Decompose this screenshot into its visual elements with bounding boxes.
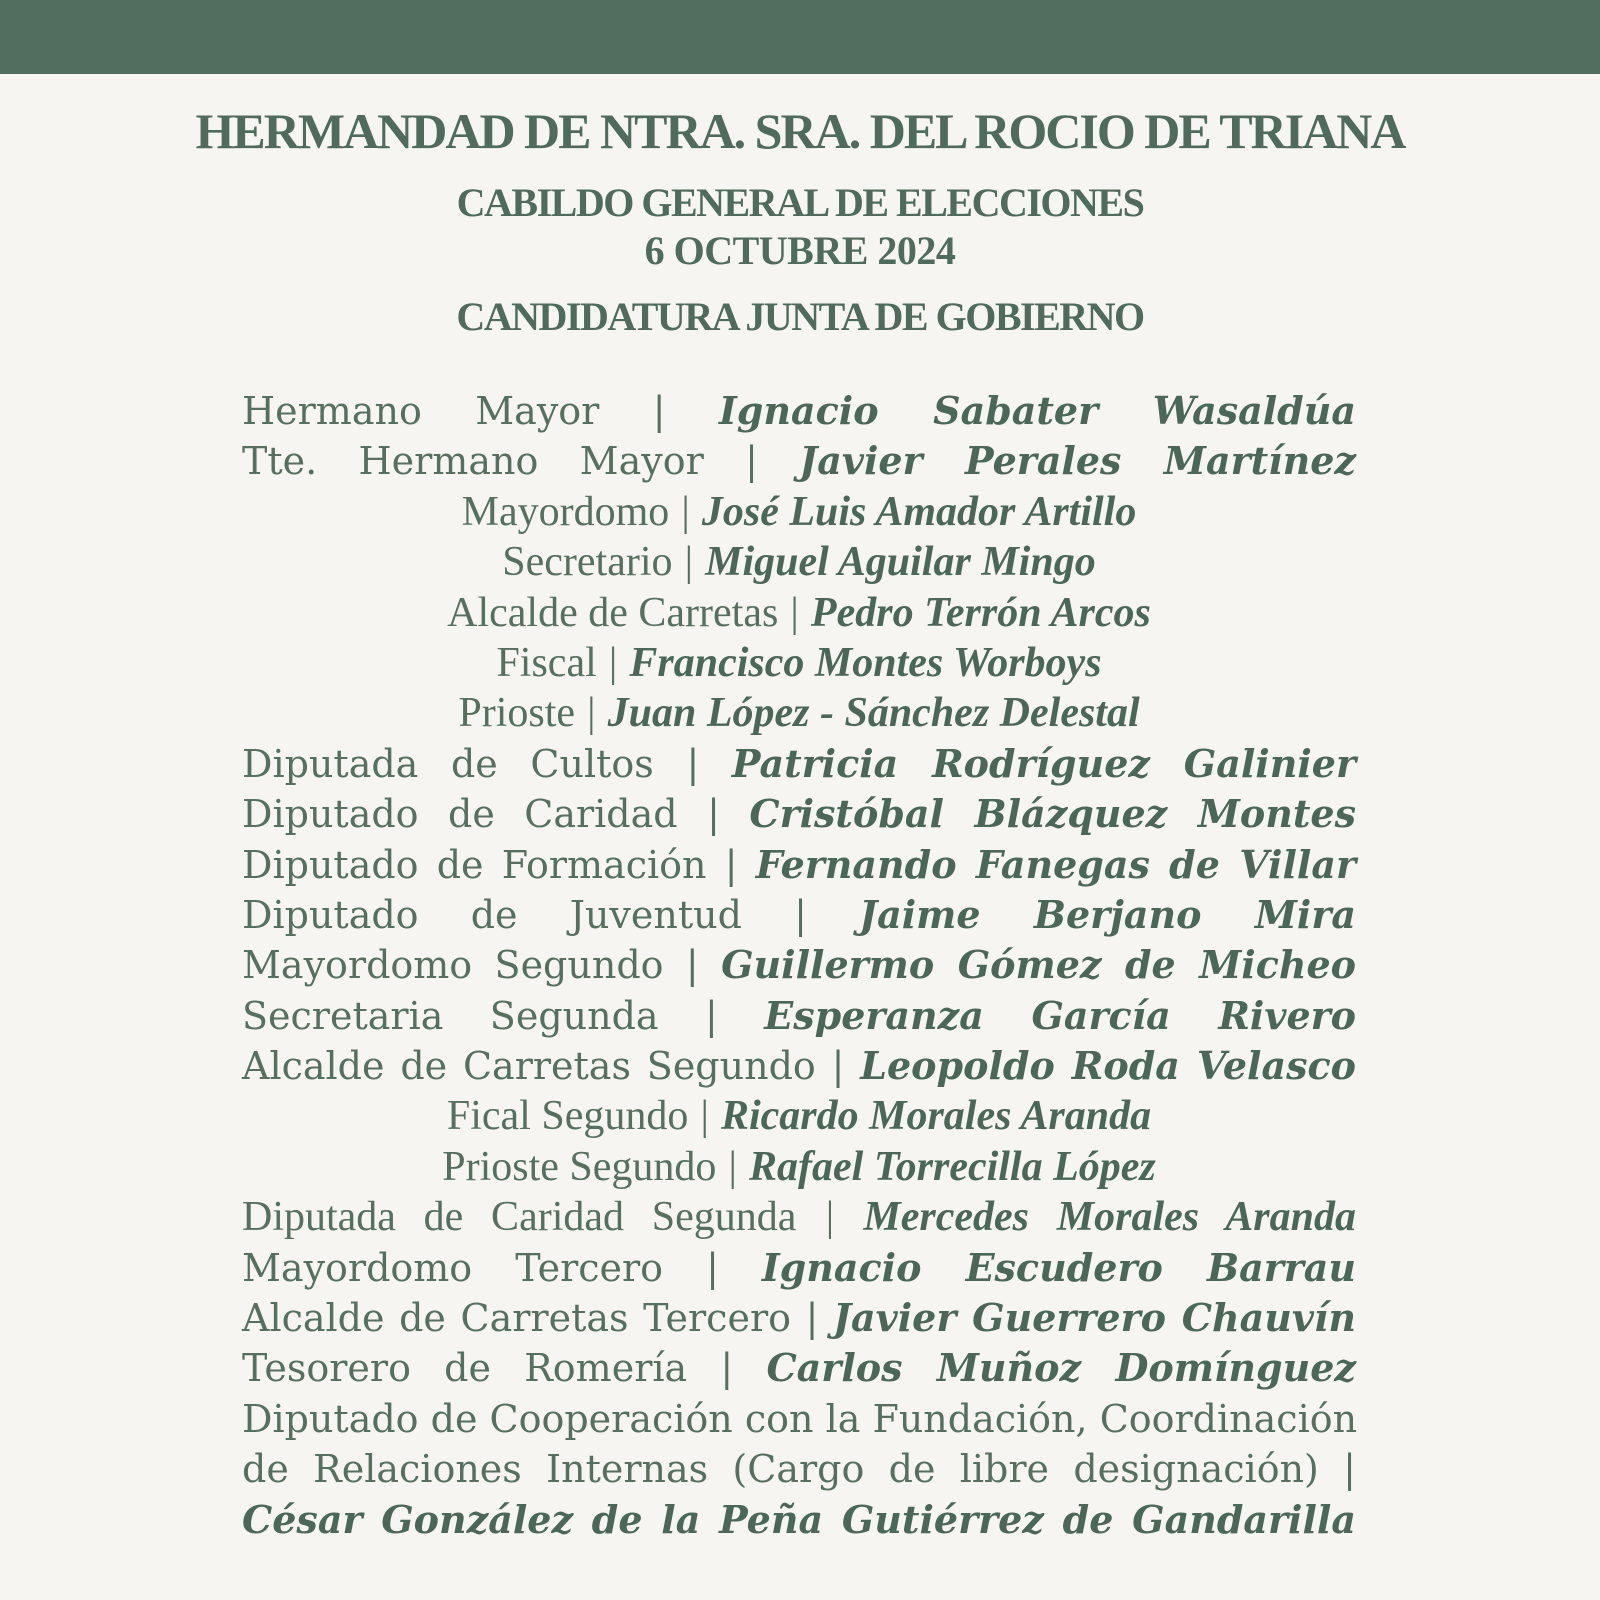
roster-row — [242, 537, 1356, 587]
role-name-separator: | — [681, 488, 690, 535]
role-name-separator: | — [720, 1346, 734, 1391]
candidate-name: Mercedes Morales Aranda — [863, 1194, 1356, 1241]
roster-row-last-role-line-1 — [242, 1394, 1356, 1444]
role-name-separator: | — [790, 589, 799, 636]
candidate-name: Ignacio Sabater Wasaldúa — [719, 388, 1356, 433]
candidate-roster — [242, 386, 1356, 1545]
candidate-name: José Luis Amador Artillo — [701, 488, 1137, 535]
roster-row — [242, 588, 1356, 638]
role-label: Hermano Mayor — [242, 389, 600, 433]
candidate-name: Carlos Muñoz Domínguez — [766, 1345, 1356, 1391]
roster-row — [242, 739, 1356, 789]
candidate-name: Pedro Terrón Arcos — [810, 589, 1151, 636]
roster-row — [242, 436, 1356, 486]
role-name-separator: | — [700, 1093, 709, 1140]
organization-title: HERMANDAD DE NTRA. SRA. DEL ROCIO DE TRIANA — [195, 103, 1405, 159]
roster-row — [242, 1142, 1356, 1192]
role-name-separator: | — [745, 439, 758, 484]
role-name-separator: | — [728, 1143, 737, 1190]
candidate-name: César González de la Peña Gutiérrez de Gandarilla — [242, 1496, 1356, 1542]
candidate-name: Patricia Rodríguez Galinier — [731, 740, 1356, 786]
candidate-name: Ricardo Morales Aranda — [720, 1093, 1152, 1140]
candidate-name: Juan López - Sánchez Delestal — [607, 690, 1140, 737]
role-label: Diputado de Juventud — [242, 892, 742, 937]
candidate-name: Rafael Torrecilla López — [749, 1143, 1156, 1190]
roster-row-last-role-line-2 — [242, 1444, 1356, 1494]
roster-row — [242, 688, 1356, 738]
election-date: 6 OCTUBRE 2024 — [644, 228, 956, 273]
candidate-name: Esperanza García Rivero — [764, 992, 1356, 1038]
role-label: Fiscal — [496, 639, 597, 686]
role-label: Secretario — [502, 539, 673, 586]
roster-row — [242, 789, 1356, 839]
role-label: Fical Segundo — [446, 1093, 689, 1140]
role-name-separator: | — [652, 389, 666, 433]
role-label: Diputada de Cultos — [242, 741, 654, 786]
roster-row — [242, 638, 1356, 688]
candidate-name: Leopoldo Roda Velasco — [860, 1043, 1356, 1089]
role-name-separator: | — [705, 993, 718, 1038]
role-label: Mayordomo Segundo — [242, 943, 664, 988]
roster-row — [242, 1192, 1356, 1242]
top-banner-bar — [0, 0, 1600, 74]
candidate-name: Javier Guerrero Chauvín — [833, 1295, 1356, 1341]
candidate-name: Cristóbal Blázquez Montes — [749, 791, 1357, 837]
roster-row — [242, 386, 1356, 436]
candidate-name: Ignacio Escudero Barrau — [761, 1244, 1356, 1290]
roster-row — [242, 1091, 1356, 1141]
role-label: Mayordomo — [461, 488, 670, 535]
role-label: Secretaria Segunda — [242, 993, 659, 1038]
role-label: Alcalde de Carretas Segundo — [242, 1044, 816, 1089]
roster-row — [242, 1041, 1356, 1091]
role-label: Mayordomo Tercero — [242, 1245, 664, 1290]
role-label: Alcalde de Carretas — [447, 589, 779, 636]
role-label: Diputado de Cooperación con la Fundación, Coordinación — [242, 1396, 1358, 1441]
election-subtitle: CABILDO GENERAL DE ELECCIONES — [456, 180, 1144, 225]
role-label: Tte. Hermano Mayor — [242, 439, 704, 484]
candidate-name: Guillermo Gómez de Micheo — [721, 942, 1357, 988]
role-label: Diputado de Formación — [242, 842, 707, 887]
role-name-separator: | — [608, 639, 618, 686]
roster-row — [242, 940, 1356, 990]
role-label: Prioste — [458, 690, 576, 737]
candidate-name: Miguel Aguilar Mingo — [705, 539, 1096, 586]
role-name-separator: | — [805, 1296, 819, 1341]
role-name-separator: | — [686, 741, 700, 786]
candidate-name: Jaime Berjano Mira — [859, 891, 1356, 937]
role-name-separator: | — [685, 943, 699, 988]
role-label: Alcalde de Carretas Tercero — [242, 1296, 791, 1341]
roster-row — [242, 1343, 1356, 1393]
role-name-separator: | — [825, 1194, 835, 1241]
roster-row — [242, 487, 1356, 537]
candidate-name: Javier Perales Martínez — [799, 438, 1357, 484]
roster-row-last-name — [242, 1495, 1356, 1545]
roster-row — [242, 1243, 1356, 1293]
roster-row — [242, 991, 1356, 1041]
roster-row — [242, 840, 1356, 890]
role-label: de Relaciones Internas (Cargo de libre designación) — [242, 1447, 1319, 1492]
role-label: Diputada de Caridad Segunda — [242, 1194, 797, 1241]
role-name-separator: | — [794, 892, 807, 937]
role-name-separator: | — [831, 1044, 845, 1089]
candidate-name: Francisco Montes Worboys — [629, 639, 1102, 686]
role-name-separator: | — [724, 842, 738, 887]
role-label: Tesorero de Romería — [242, 1346, 688, 1391]
role-name-separator: | — [587, 690, 596, 737]
role-label: Prioste Segundo — [442, 1143, 717, 1190]
candidate-name: Fernando Fanegas de Villar — [755, 841, 1356, 887]
role-label: Diputado de Caridad — [242, 792, 678, 837]
role-name-separator: | — [707, 792, 720, 837]
roster-row — [242, 1293, 1356, 1343]
candidacy-heading: CANDIDATURA JUNTA DE GOBIERNO — [456, 294, 1144, 339]
role-name-separator: | — [684, 539, 694, 586]
roster-row — [242, 890, 1356, 940]
role-name-separator: | — [706, 1245, 719, 1290]
role-name-separator: | — [1343, 1447, 1356, 1492]
